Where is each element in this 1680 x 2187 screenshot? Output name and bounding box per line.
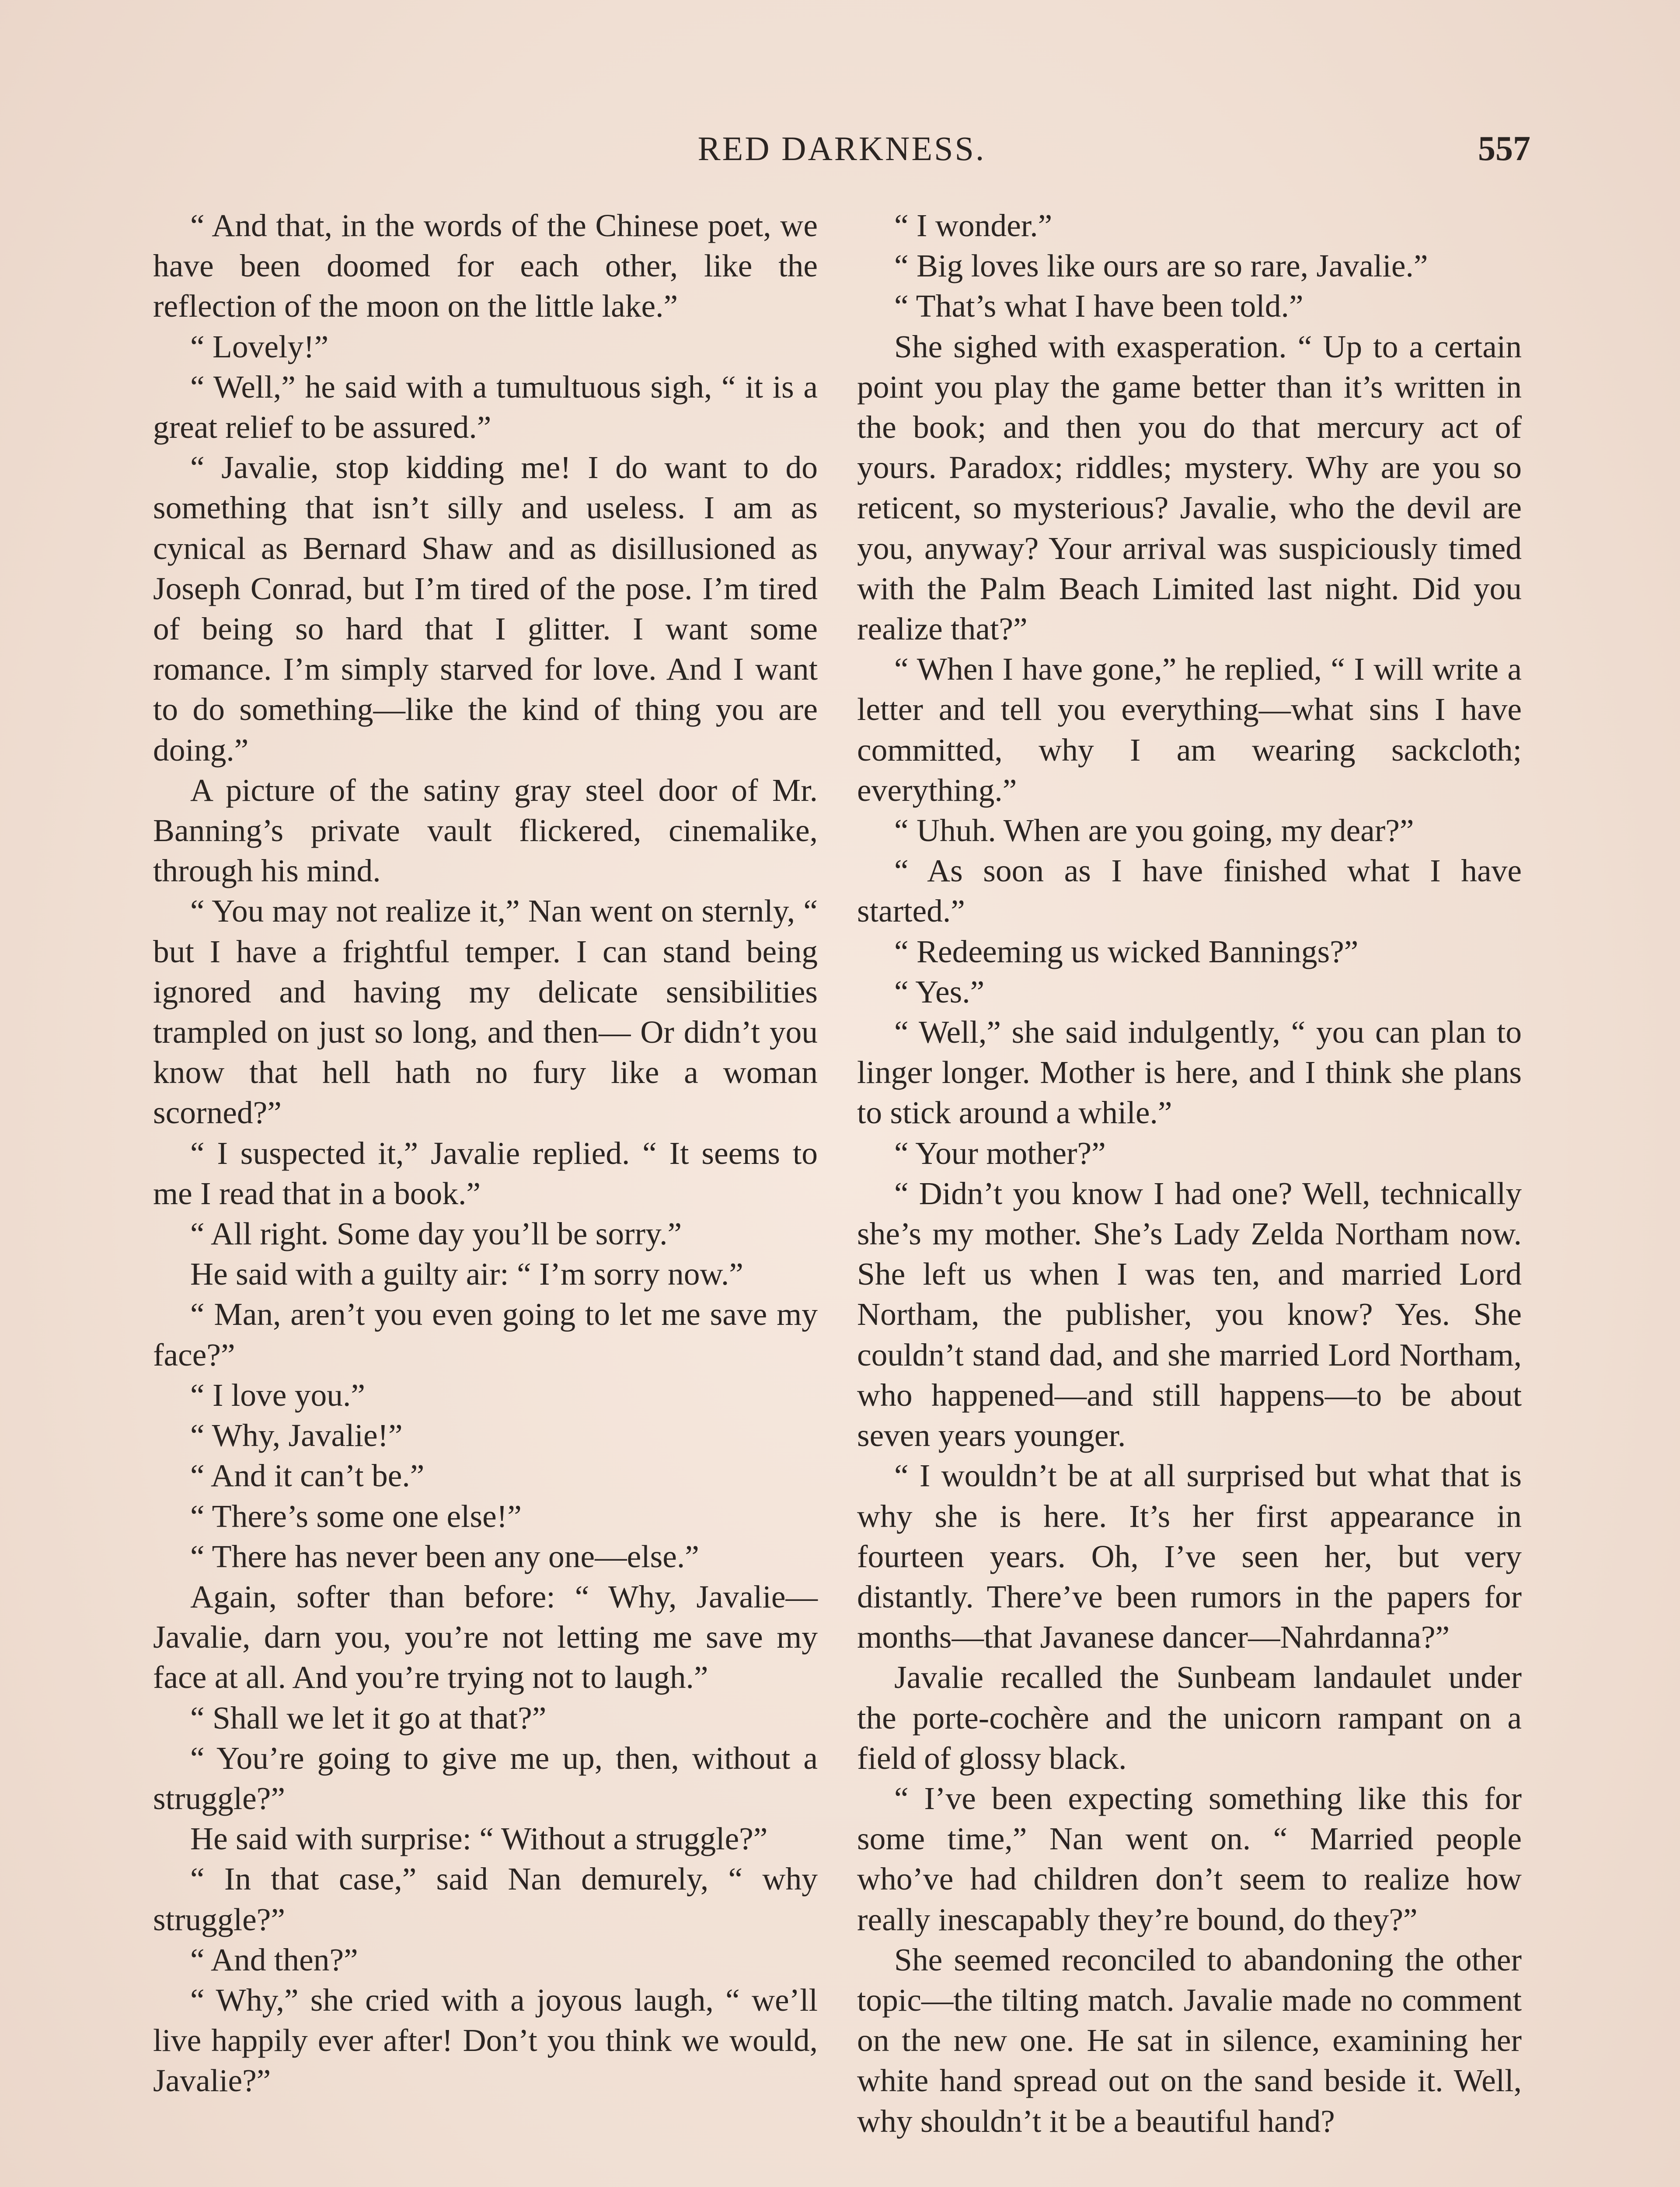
paragraph: “ I wouldn’t be at all surprised but what that is why she is here. It’s her first appearance in fourteen years. Oh, I’ve seen her, but very distantly. There’ve been rumors in the papers for months—that Javanese dancer—Nahrdanna?” xyxy=(857,1458,1522,1655)
paragraph: “ Your mother?” xyxy=(894,1135,1106,1171)
paragraph: “ Lovely!” xyxy=(190,328,329,364)
paragraph: “ Didn’t you know I had one? Well, technically she’s my mother. She’s Lady Zelda Northam now. She left us when I was ten, and married Lord Northam, the publisher, you know? Yes. She couldn’t stand dad, and she married Lord Northam, who happened—and still happens—to be about seven years younger. xyxy=(857,1175,1522,1453)
left-column xyxy=(153,206,818,2101)
paragraph: A picture of the satiny gray steel door of Mr. Banning’s private vault flickered, cinemalike, through his mind. xyxy=(153,772,818,889)
paragraph: “ Uhuh. When are you going, my dear?” xyxy=(894,813,1414,849)
paragraph: “ Why,” she cried with a joyous laugh, “ we’ll live happily ever after! Don’t you think we would, Javalie?” xyxy=(153,1982,818,2099)
paragraph: “ Well,” she said indulgently, “ you can plan to linger longer. Mother is here, and I think she plans to stick around a while.” xyxy=(857,1014,1522,1131)
paragraph: “ And it can’t be.” xyxy=(190,1458,425,1494)
paragraph: “ Shall we let it go at that?” xyxy=(190,1700,547,1736)
paragraph: “ Well,” he said with a tumultuous sigh, “ it is a great relief to be assured.” xyxy=(153,369,818,445)
paragraph: “ And then?” xyxy=(190,1942,358,1977)
running-head: RED DARKNESS. xyxy=(697,129,986,168)
paragraph: “ Big loves like ours are so rare, Javalie.” xyxy=(894,248,1428,284)
paragraph: She seemed reconciled to abandoning the other topic—the tilting match. Javalie made no comment on the new one. He sat in silence, examining her white hand spread out on the sand beside it. Well, why shouldn’t it be a beautiful hand? xyxy=(857,1942,1522,2139)
paragraph: “ You may not realize it,” Nan went on sternly, “ but I have a frightful temper. I can stand being ignored and having my delicate sensibilities trampled on just so long, and then— Or didn’t you know that hell hath no fury like a woman scorned?” xyxy=(153,893,818,1131)
paragraph: Javalie recalled the Sunbeam landaulet under the porte-cochère and the unicorn rampant on a field of glossy black. xyxy=(857,1659,1522,1776)
paragraph: She sighed with exasperation. “ Up to a certain point you play the game better than it’s written in the book; and then you do that mercury act of yours. Paradox; riddles; mystery. Why are you so reticent, so mysterious? Javalie, who the devil are you, anyway? Your arrival was suspiciously timed with the Palm Beach Limited last night. Did you realize that?” xyxy=(857,328,1522,647)
paragraph: “ As soon as I have finished what I have started.” xyxy=(857,853,1522,929)
paragraph: “ All right. Some day you’ll be sorry.” xyxy=(190,1216,682,1252)
paragraph: “ That’s what I have been told.” xyxy=(894,288,1304,324)
paragraph: “ There’s some one else!” xyxy=(190,1498,522,1534)
paragraph: Again, softer than before: “ Why, Javalie—Javalie, darn you, you’re not letting me save my face at all. And you’re trying not to laugh.” xyxy=(153,1579,818,1695)
paragraph: “ In that case,” said Nan demurely, “ why struggle?” xyxy=(153,1861,818,1937)
paragraph: “ I’ve been expecting something like this for some time,” Nan went on. “ Married people who’ve had children don’t seem to realize how really inescapably they’re bound, do they?” xyxy=(857,1780,1522,1937)
paragraph: He said with surprise: “ Without a struggle?” xyxy=(190,1821,768,1857)
page-number: 557 xyxy=(1478,129,1530,168)
paragraph: “ And that, in the words of the Chinese poet, we have been doomed for each other, like the reflection of the moon on the little lake.” xyxy=(153,208,818,324)
paragraph: He said with a guilty air: “ I’m sorry now.” xyxy=(190,1256,743,1292)
paragraph: “ I suspected it,” Javalie replied. “ It seems to me I read that in a book.” xyxy=(153,1135,818,1211)
paragraph: “ Man, aren’t you even going to let me save my face?” xyxy=(153,1296,818,1373)
paragraph: “ Redeeming us wicked Bannings?” xyxy=(894,933,1359,969)
paragraph: “ There has never been any one—else.” xyxy=(190,1538,699,1574)
paragraph: “ I wonder.” xyxy=(894,208,1053,243)
paragraph: “ When I have gone,” he replied, “ I will write a letter and tell you everything—what sins I have committed, why I am wearing sackcloth; everything.” xyxy=(857,651,1522,808)
paragraph: “ Yes.” xyxy=(894,974,985,1010)
right-column xyxy=(857,206,1522,2142)
paragraph: “ I love you.” xyxy=(190,1377,366,1413)
paragraph: “ You’re going to give me up, then, without a struggle?” xyxy=(153,1740,818,1816)
paragraph: “ Javalie, stop kidding me! I do want to do something that isn’t silly and useless. I am as cynical as Bernard Shaw and as disillusioned as Joseph Conrad, but I’m tired of the pose. I’m tired of being so hard that I glitter. I want some romance. I’m simply starved for love. And I want to do something—like the kind of thing you are doing.” xyxy=(153,450,818,768)
paragraph: “ Why, Javalie!” xyxy=(190,1418,403,1453)
page-header xyxy=(153,129,1530,177)
